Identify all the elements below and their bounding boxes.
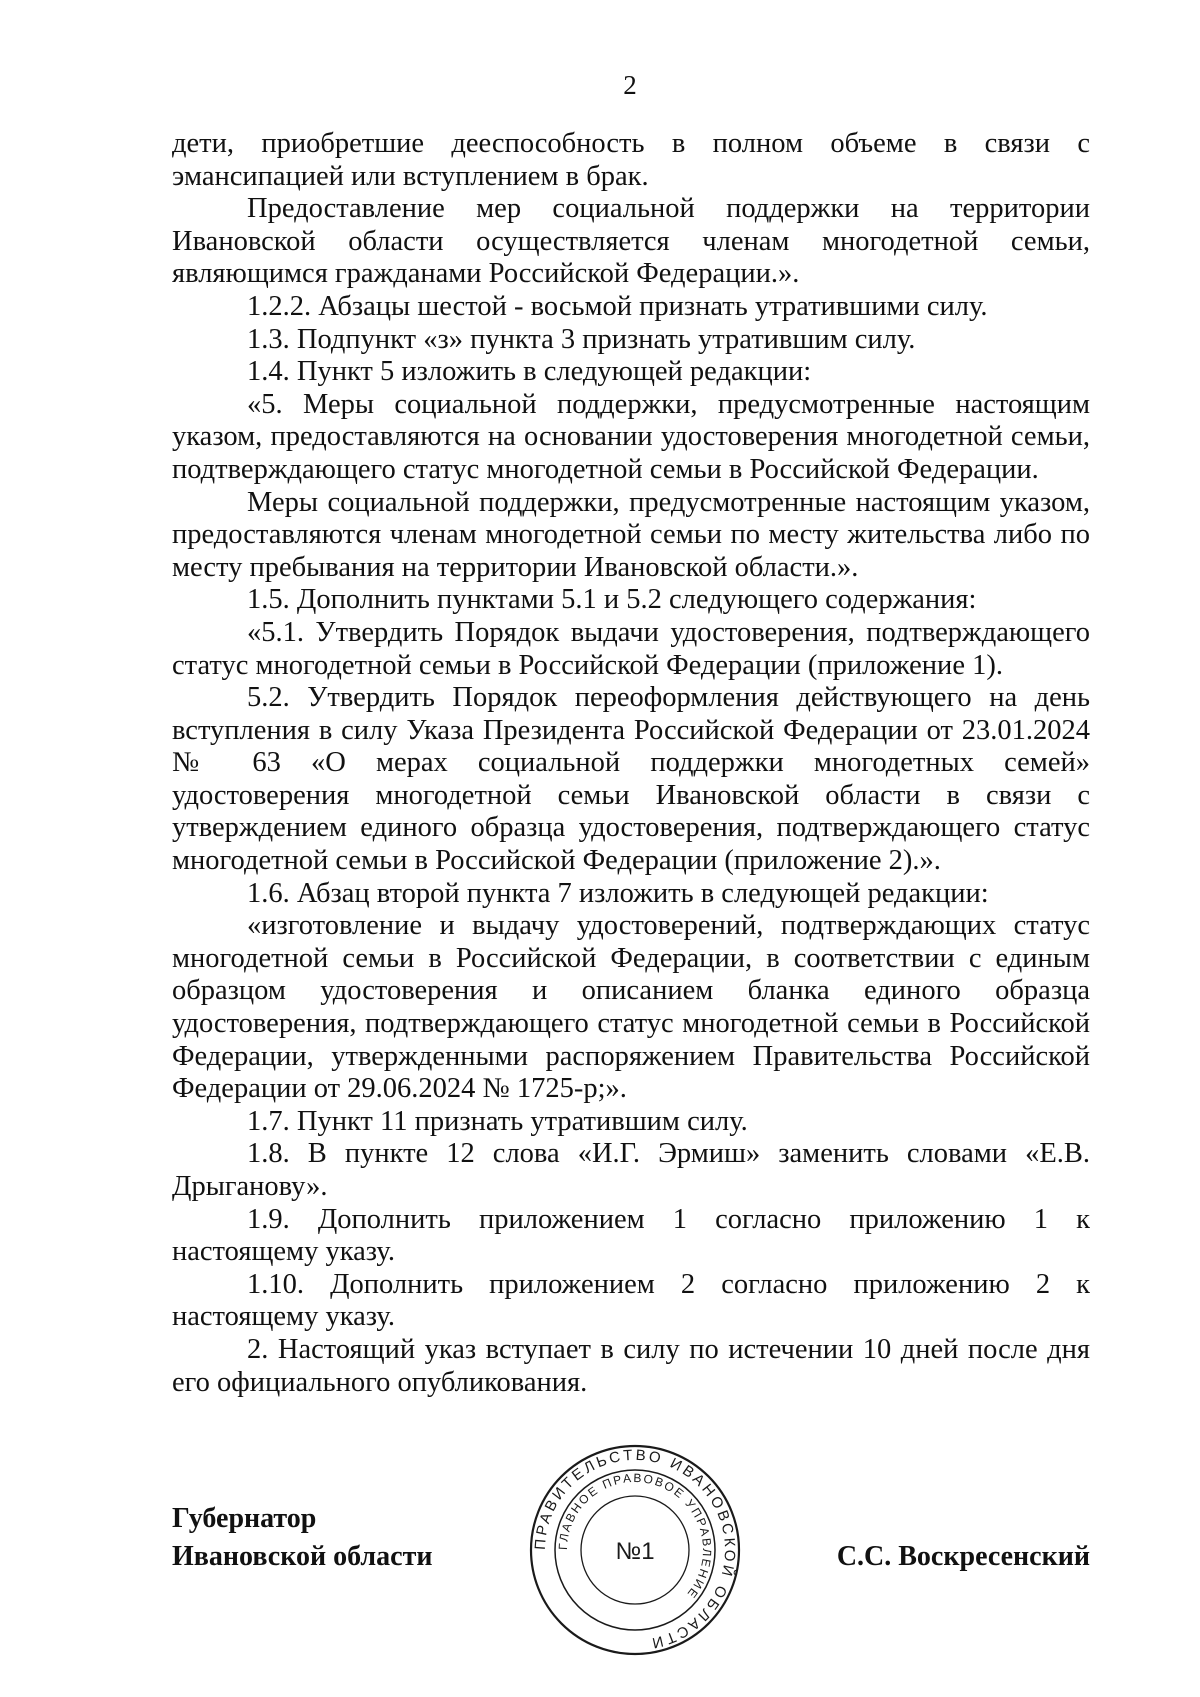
paragraph: 1.10. Дополнить приложением 2 согласно приложению 2 к настоящему указу. [172,1268,1090,1333]
paragraph: Меры социальной поддержки, предусмотренные настоящим указом, предоставляются членам многодетной семьи по месту жительства либо по месту пребывания на территории Ивановской области.». [172,486,1090,583]
paragraph: «изготовление и выдачу удостоверений, подтверждающих статус многодетной семьи в Российской Федерации, в соответствии с единым образцом удостоверения и описанием бланка единого образца удостоверения, подтверждающего статус многодетной семьи в Российской Федерации, утвержденными распоряжением Правительства Российской Федерации от 29.06.2024 № 1725-р;». [172,910,1090,1105]
paragraph: дети, приобретшие дееспособность в полном объеме в связи с эмансипацией или вступлением в брак. [172,128,1090,192]
paragraph: «5.1. Утвердить Порядок выдачи удостоверения, подтверждающего статус многодетной семьи в Российской Федерации (приложение 1). [172,616,1090,681]
seal-number: №1 [615,1538,655,1565]
signatory-name: С.С. Воскресенский [836,1541,1090,1572]
paragraph: 1.2.2. Абзацы шестой - восьмой признать утратившими силу. [247,290,988,322]
seal-outer-text: ПРАВИТЕЛЬСТВО ИВАНОВСКОЙ ОБЛАСТИ [531,1446,739,1652]
page-number: 2 [623,70,637,100]
paragraph: 1.3. Подпункт «з» пункта 3 признать утратившим силу. [247,323,916,355]
paragraph: 1.4. Пункт 5 изложить в следующей редакции: [247,356,812,388]
paragraph: 5.2. Утвердить Порядок переоформления действующего на день вступления в силу Указа Президента Российской Федерации от 23.01.2024 № 63 «О мерах социальной поддержки многодетных семей» удостоверения многодетной семьи Ивановской области в связи с утверждением единого образца удостоверения, подтверждающего статус многодетной семьи в Российской Федерации (приложение 2).». [172,682,1090,877]
position-line: Губернатор [172,1503,317,1534]
document-body [172,128,1090,1399]
paragraph: Предоставление мер социальной поддержки на территории Ивановской области осуществляется членам многодетной семьи, являющимся гражданами Российской Федерации.». [172,193,1090,290]
paragraph: 2. Настоящий указ вступает в силу по истечении 10 дней после дня его официального опубликования. [172,1333,1090,1398]
paragraph: 1.6. Абзац второй пункта 7 изложить в следующей редакции: [247,877,989,909]
paragraph: 1.9. Дополнить приложением 1 согласно приложению 1 к настоящему указу. [172,1203,1090,1268]
signatory-position [172,1500,432,1576]
seal-inner-text: ГЛАВНОЕ ПРАВОВОЕ УПРАВЛЕНИЕ [555,1470,715,1603]
paragraph: 1.7. Пункт 11 признать утратившим силу. [247,1105,748,1137]
position-line: Ивановской области [172,1541,433,1572]
paragraph: «5. Меры социальной поддержки, предусмотренные настоящим указом, предоставляются на основании удостоверения многодетной семьи, подтверждающего статус многодетной семьи в Российской Федерации. [172,388,1090,485]
official-seal [525,1440,745,1660]
paragraph: 1.5. Дополнить пунктами 5.1 и 5.2 следующего содержания: [247,584,977,616]
paragraph: 1.8. В пункте 12 слова «И.Г. Эрмиш» заменить словами «Е.В. Дрыганову». [172,1138,1090,1202]
